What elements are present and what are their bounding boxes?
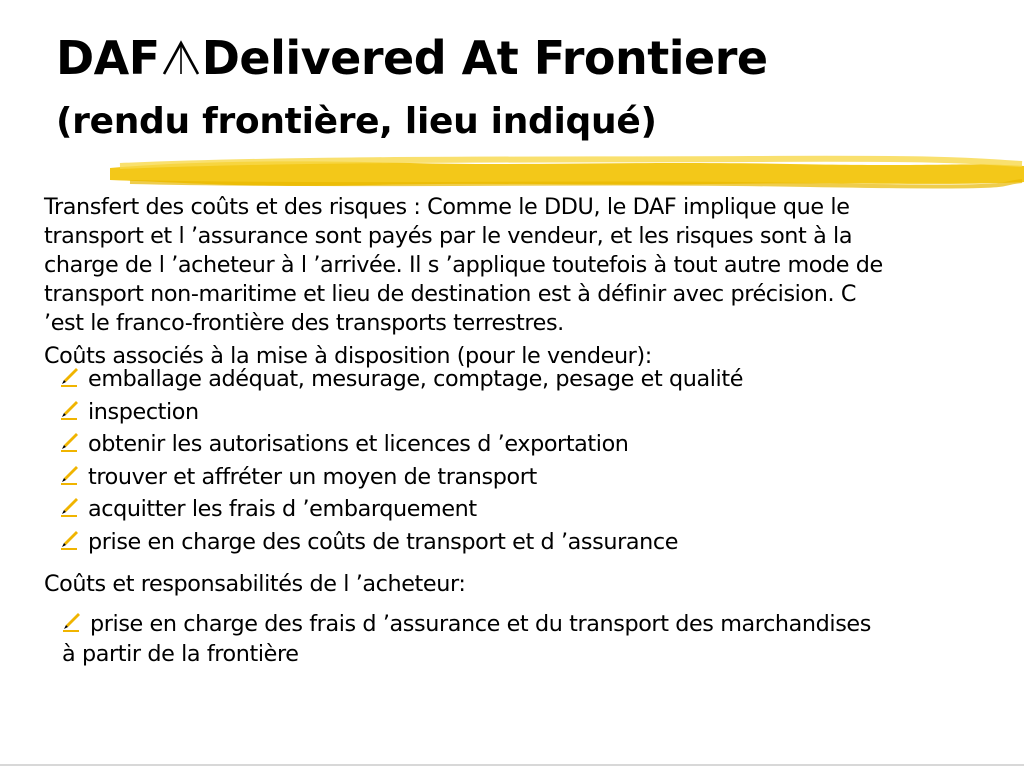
title-prefix: DAF — [56, 31, 160, 85]
list-item-text: trouver et affréter un moyen de transport — [88, 463, 537, 490]
list-item — [60, 428, 884, 461]
bottom-divider — [0, 764, 1024, 766]
pencil-bullet-icon — [60, 498, 80, 518]
slide-subtitle: (rendu frontière, lieu indiqué) — [56, 101, 657, 142]
pencil-bullet-icon — [62, 613, 82, 633]
transfer-paragraph: Transfert des coûts et des risques : Comme le DDU, le DAF implique que le transport et l ’assurance sont payés par le vendeur, et les risques sont à la charge de l ’acheteur à l ’arrivée. Il s ’applique toutefois à tout autre mode de transport non-maritime et lieu de destination est à définir avec précision. C ’est le franco-frontière des transports terrestres. — [44, 194, 883, 336]
buyer-costs-heading: Coûts et responsabilités de l ’acheteur: — [44, 571, 466, 597]
pencil-bullet-icon — [60, 466, 80, 486]
title-main: Delivered At Frontiere — [201, 31, 768, 85]
list-item — [60, 493, 884, 526]
list-item-text: obtenir les autorisations et licences d ’exportation — [88, 431, 629, 457]
list-item-text: emballage adéquat, mesurage, comptage, pesage et qualité — [88, 366, 744, 392]
list-item-text: acquitter les frais d ’embarquement — [88, 496, 477, 522]
list-item-text: inspection — [88, 398, 199, 425]
list-item-text: prise en charge des coûts de transport et d ’assurance — [88, 528, 679, 555]
buyer-cost-item — [62, 609, 884, 669]
seller-cost-list — [44, 363, 884, 558]
buyer-cost-item-text: prise en charge des frais d ’assurance et du transport des marchandises à partir de la frontière — [62, 611, 871, 667]
slide-title — [56, 30, 768, 86]
list-item — [60, 461, 884, 494]
pencil-bullet-icon — [60, 401, 80, 421]
list-item — [60, 363, 884, 396]
pencil-bullet-icon — [60, 531, 80, 551]
arrow-up-icon — [161, 40, 201, 76]
pencil-bullet-icon — [60, 368, 80, 388]
list-item — [60, 396, 884, 429]
seller-costs-heading: Coûts associés à la mise à disposition (pour le vendeur): — [44, 343, 652, 369]
highlighter-stroke — [110, 152, 1024, 192]
slide-body — [44, 193, 884, 669]
list-item — [60, 526, 884, 559]
pencil-bullet-icon — [60, 433, 80, 453]
